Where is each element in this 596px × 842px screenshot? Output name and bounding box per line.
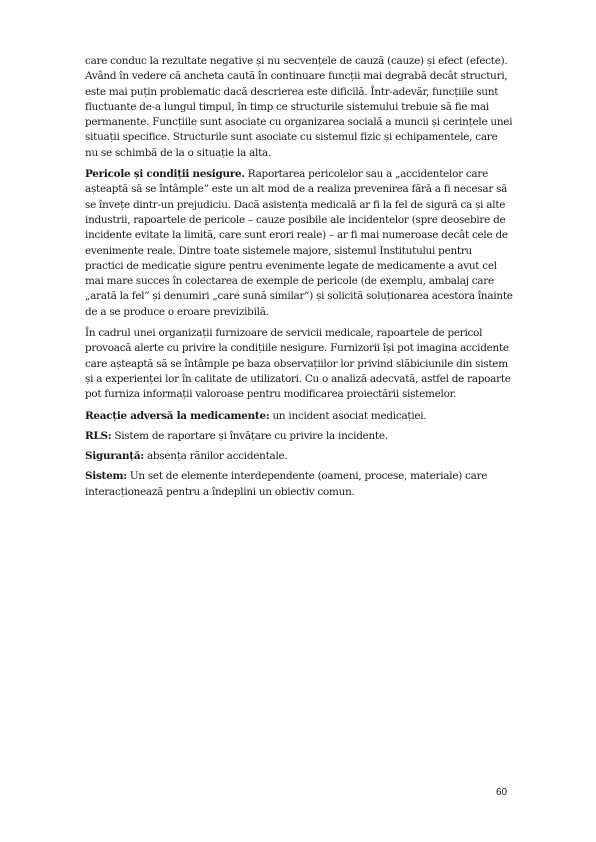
definition-text: absența rănilor accidentale.	[143, 450, 288, 463]
paragraph-hazards	[85, 167, 513, 320]
definition-text: Un set de elemente interdependente (oameni, procese, materiale) care interacționează pentru a îndeplini un obiectiv comun.	[85, 470, 488, 498]
page-body	[85, 54, 513, 505]
term-rls: RLS:	[85, 429, 112, 442]
term-system: Sistem:	[85, 470, 127, 483]
definition-text: Sistem de raportare și învățare cu privire la incidente.	[111, 429, 388, 442]
page-number: 60	[496, 787, 508, 798]
paragraph-text: care conduc la rezultate negative și nu secvențele de cauză (cauze) și efect (efecte). Având în vedere că ancheta caută în continuare funcții mai degrabă decât structuri, este mai puțin problematic dacă descrierea este dificilă. Într-adevăr, funcțiile sunt fluctuante de-a lungul timpul, în timp ce structurile sistemului trebuie să fie mai permanente. Funcțiile sunt asociate cu organizarea socială a muncii și cerințele unei situații specifice. Structurile sunt asociate cu sistemul fizic și echipamentele, care nu se schimbă de la o situație la alta.	[85, 55, 513, 159]
definition-system	[85, 469, 513, 500]
paragraph-systems-functions	[85, 54, 513, 161]
paragraph-text: Raportarea pericolelor sau a „accidentelor care așteaptă să se întâmple” este un alt mod de a realiza prevenirea fără a fi necesar să se învețe dintr-un prejudiciu. Dacă asistența medicală ar fi la fel de sigură ca și alte industrii, rapoartele de pericole – cauze posibile ale incidentelor (spre deosebire de incidente evitate la limită, care sunt erori reale) – ar fi mai numeroase decât cele de evenimente reale. Dintre toate sistemele majore, sistemul Institutului pentru practici de medicație sigure pentru evenimente legate de medicamente a avut cel mai mare succes în colectarea de exemple de pericole (de exemplu, ambalaj care „arată la fel” și denumiri „care sună similar”) și solicită soluționarea acestora înainte de a se produce o eroare previzibilă.	[85, 168, 513, 318]
definition-adverse-drug-reaction	[85, 409, 513, 424]
definition-text: un incident asociat medicației.	[269, 409, 427, 422]
paragraph-hazard-reports	[85, 326, 513, 402]
definition-rls	[85, 429, 513, 444]
term-safety: Siguranță:	[85, 450, 144, 463]
definition-safety	[85, 449, 513, 464]
paragraph-text: În cadrul unei organizații furnizoare de servicii medicale, rapoartele de pericol provoacă alerte cu privire la condițiile nesigure. Furnizorii își pot imagina accidente care așteaptă să se întâmple pe baza observațiilor lor privind slăbiciunile din sistem și a experienței lor în calitate de utilizatori. Cu o analiză adecvată, astfel de rapoarte pot furniza informații valoroase pentru modificarea proiectării sistemelor.	[85, 327, 511, 401]
term-hazards: Pericole și condiții nesigure.	[85, 168, 245, 181]
term-adverse-drug-reaction: Reacție adversă la medicamente:	[85, 409, 270, 422]
